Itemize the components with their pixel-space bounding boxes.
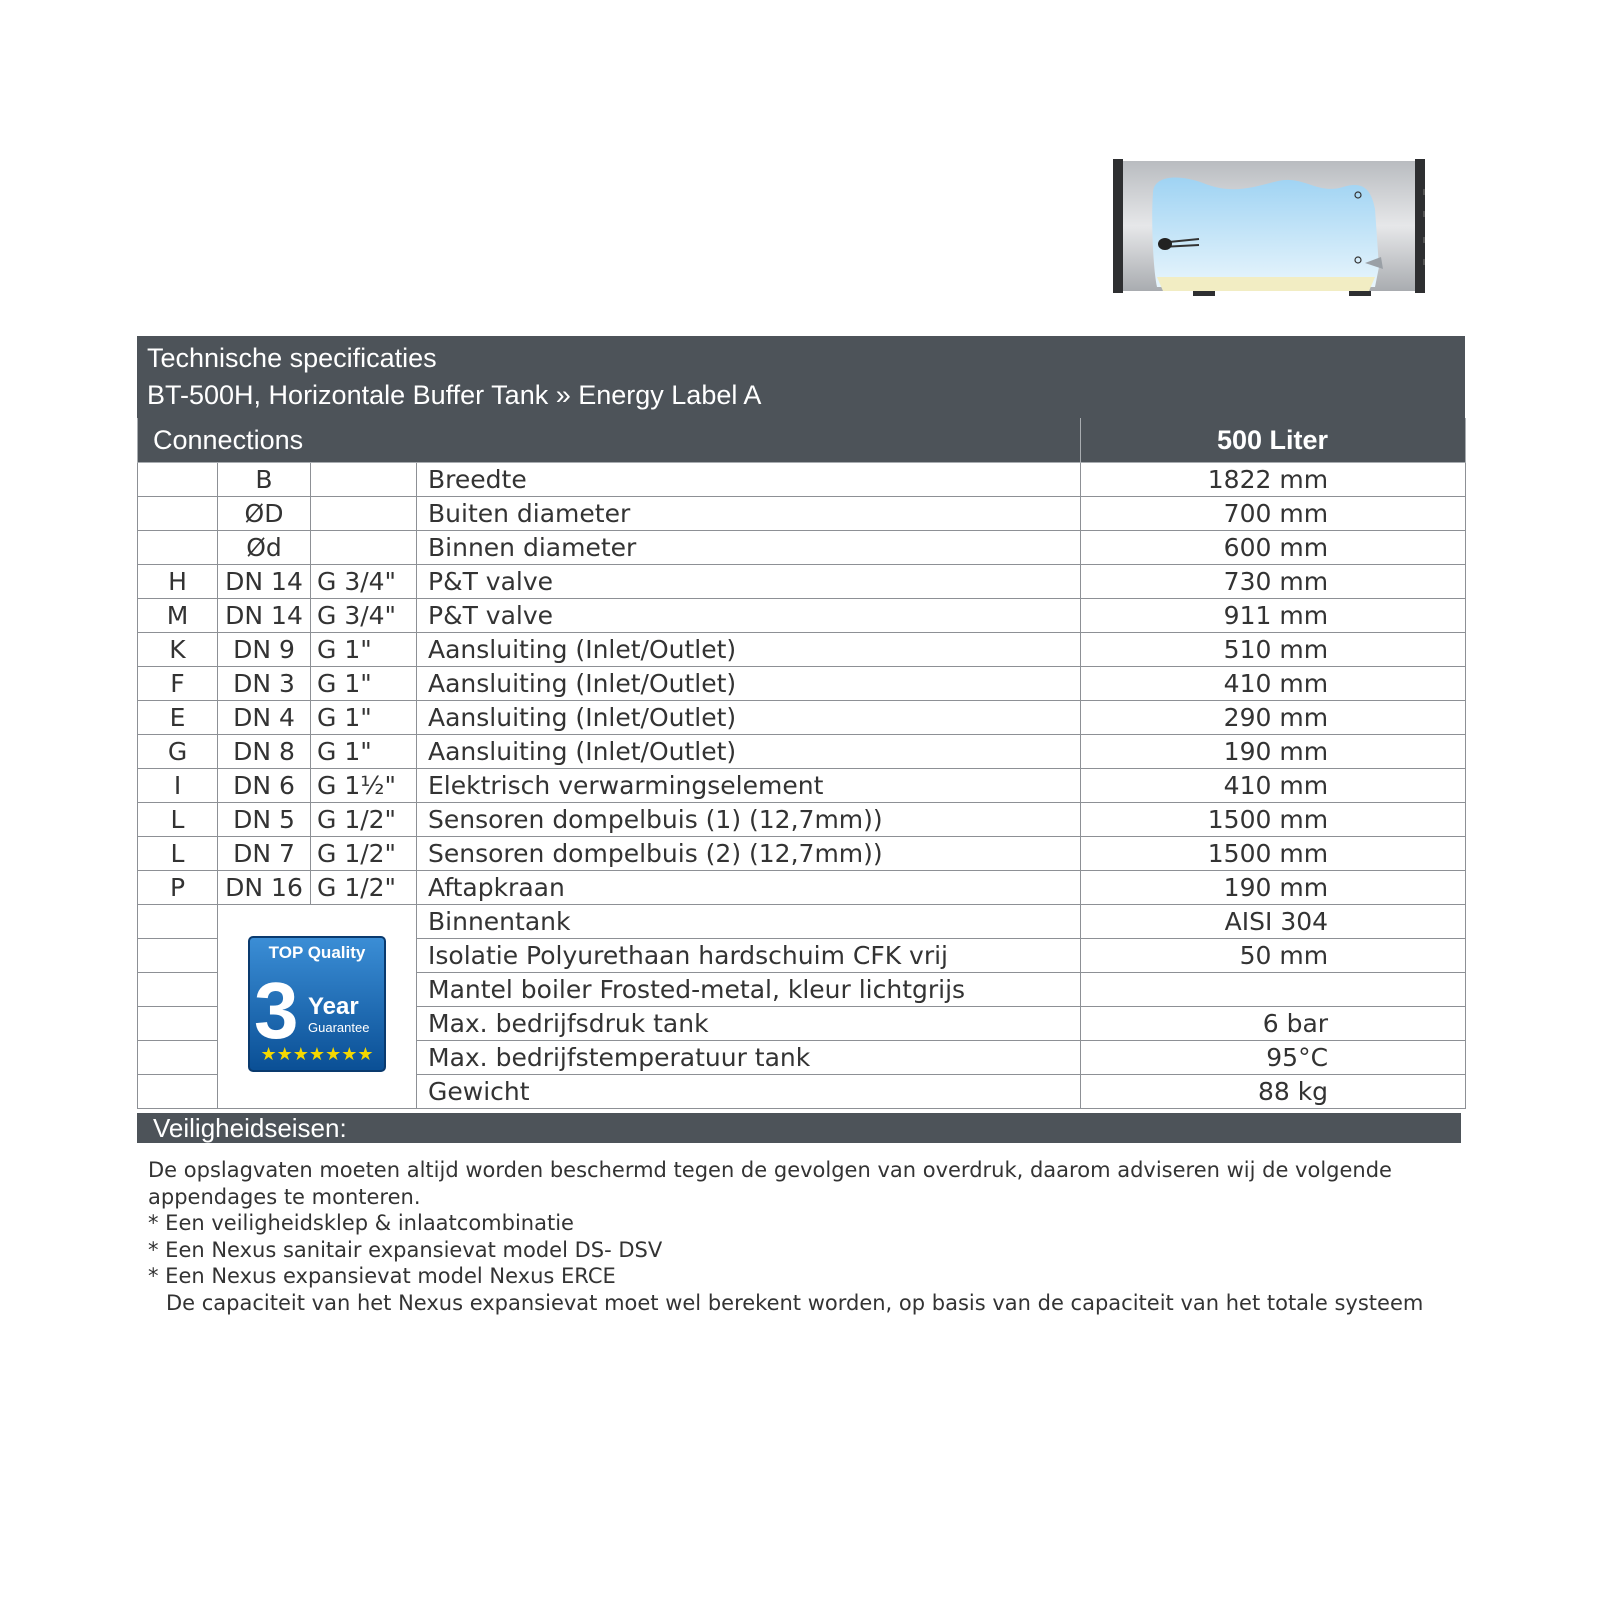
empty-cell: [138, 939, 218, 973]
connection-dn: DN 8: [218, 735, 311, 769]
three-year-guarantee-badge: [246, 934, 388, 1074]
connection-code: [138, 531, 218, 565]
spec-description: P&T valve: [417, 565, 1081, 599]
empty-cell: [138, 973, 218, 1007]
connection-dn: DN 5: [218, 803, 311, 837]
spec-description: Max. bedrijfstemperatuur tank: [417, 1041, 1081, 1075]
connection-dn: DN 3: [218, 667, 311, 701]
spec-description: Breedte: [417, 463, 1081, 497]
connection-thread: G 1": [311, 701, 417, 735]
connection-thread: G 1/2": [311, 871, 417, 905]
connection-code: F: [138, 667, 218, 701]
table-row: [138, 599, 1466, 633]
connection-thread: G 1/2": [311, 837, 417, 871]
volume-header: 500 Liter: [1081, 418, 1466, 463]
safety-heading: Veiligheidseisen:: [137, 1113, 1461, 1143]
connection-dn: DN 14: [218, 599, 311, 633]
table-row: [138, 803, 1466, 837]
connection-thread: G 1": [311, 667, 417, 701]
connection-dn: DN 9: [218, 633, 311, 667]
badge-year-text: Year: [308, 992, 359, 1020]
connection-thread: G 1": [311, 633, 417, 667]
table-row: [138, 667, 1466, 701]
table-row: [138, 735, 1466, 769]
spec-section: [137, 336, 1465, 1109]
connection-thread: G 1": [311, 735, 417, 769]
empty-cell: [138, 1007, 218, 1041]
safety-intro: De opslagvaten moeten altijd worden beschermd tegen de gevolgen van overdruk, daarom adviseren wij de volgende appendages te monteren.: [148, 1158, 1392, 1209]
spec-description: Sensoren dompelbuis (2) (12,7mm)): [417, 837, 1081, 871]
spec-description: Sensoren dompelbuis (1) (12,7mm)): [417, 803, 1081, 837]
connection-dn: B: [218, 463, 311, 497]
buffer-tank-illustration: [1113, 159, 1425, 298]
connection-dn: DN 4: [218, 701, 311, 735]
guarantee-badge-cell: [218, 905, 417, 1109]
table-row: [138, 497, 1466, 531]
connection-code: M: [138, 599, 218, 633]
connection-code: E: [138, 701, 218, 735]
table-row: [138, 837, 1466, 871]
spec-description: Binnentank: [417, 905, 1081, 939]
table-row: [138, 531, 1466, 565]
spec-description: Isolatie Polyurethaan hardschuim CFK vrij: [417, 939, 1081, 973]
table-row: [138, 463, 1466, 497]
connection-code: [138, 463, 218, 497]
spec-value: 190 mm: [1081, 871, 1466, 905]
table-row: [138, 633, 1466, 667]
badge-guarantee-text: Guarantee: [308, 1019, 370, 1035]
spec-header: [137, 336, 1465, 418]
spec-title: Technische specificaties: [147, 343, 437, 373]
spec-value: 510 mm: [1081, 633, 1466, 667]
spec-description: Aansluiting (Inlet/Outlet): [417, 633, 1081, 667]
spec-value: AISI 304: [1081, 905, 1466, 939]
spec-subtitle: BT-500H, Horizontale Buffer Tank » Energy Label A: [147, 380, 762, 410]
spec-value: 911 mm: [1081, 599, 1466, 633]
spec-description: Aansluiting (Inlet/Outlet): [417, 667, 1081, 701]
spec-description: P&T valve: [417, 599, 1081, 633]
spec-value: 410 mm: [1081, 667, 1466, 701]
spec-table-head: [138, 418, 1466, 463]
badge-number: 3: [254, 965, 299, 1055]
spec-table: [137, 418, 1466, 1109]
spec-description: Aftapkraan: [417, 871, 1081, 905]
table-row: [138, 871, 1466, 905]
spec-value: 290 mm: [1081, 701, 1466, 735]
spec-value: 730 mm: [1081, 565, 1466, 599]
spec-value: 1500 mm: [1081, 803, 1466, 837]
spec-value: 95°C: [1081, 1041, 1466, 1075]
safety-item: * Een Nexus expansievat model Nexus ERCE: [148, 1264, 616, 1288]
connections-header: Connections: [138, 418, 1081, 463]
table-row: [138, 905, 1466, 939]
spec-value: 410 mm: [1081, 769, 1466, 803]
badge-stars: ★★★★★★★: [260, 1043, 374, 1065]
connection-thread: [311, 531, 417, 565]
spec-value: 50 mm: [1081, 939, 1466, 973]
connection-dn: ØD: [218, 497, 311, 531]
spec-description: Elektrisch verwarmingselement: [417, 769, 1081, 803]
connection-dn: DN 6: [218, 769, 311, 803]
badge-top-text: TOP Quality: [268, 942, 366, 962]
spec-description: Buiten diameter: [417, 497, 1081, 531]
connection-thread: [311, 463, 417, 497]
empty-cell: [138, 905, 218, 939]
table-row: [138, 565, 1466, 599]
connection-code: K: [138, 633, 218, 667]
connection-code: G: [138, 735, 218, 769]
safety-item: * Een veiligheidsklep & inlaatcombinatie: [148, 1211, 574, 1235]
spec-value: 600 mm: [1081, 531, 1466, 565]
spec-value: 190 mm: [1081, 735, 1466, 769]
spec-description: Aansluiting (Inlet/Outlet): [417, 735, 1081, 769]
table-row: [138, 769, 1466, 803]
empty-cell: [138, 1041, 218, 1075]
connection-code: P: [138, 871, 218, 905]
spec-value: [1081, 973, 1466, 1007]
spec-value: 700 mm: [1081, 497, 1466, 531]
spec-value: 6 bar: [1081, 1007, 1466, 1041]
spec-description: Gewicht: [417, 1075, 1081, 1109]
connection-code: I: [138, 769, 218, 803]
connection-dn: DN 16: [218, 871, 311, 905]
connection-thread: G 3/4": [311, 599, 417, 633]
connection-code: [138, 497, 218, 531]
spec-description: Max. bedrijfsdruk tank: [417, 1007, 1081, 1041]
table-row: [138, 701, 1466, 735]
spec-value: 1822 mm: [1081, 463, 1466, 497]
connection-code: L: [138, 803, 218, 837]
connection-dn: DN 14: [218, 565, 311, 599]
connection-dn: Ød: [218, 531, 311, 565]
safety-text: [148, 1157, 1448, 1316]
safety-item: * Een Nexus sanitair expansievat model DS- DSV: [148, 1237, 663, 1262]
safety-note: De capaciteit van het Nexus expansievat moet wel berekent worden, op basis van de capaciteit van het totale systeem: [166, 1290, 1424, 1315]
connection-thread: G 3/4": [311, 565, 417, 599]
spec-value: 88 kg: [1081, 1075, 1466, 1109]
connection-code: L: [138, 837, 218, 871]
spec-description: Mantel boiler Frosted-metal, kleur lichtgrijs: [417, 973, 1081, 1007]
connection-code: H: [138, 565, 218, 599]
connection-thread: [311, 497, 417, 531]
spec-description: Binnen diameter: [417, 531, 1081, 565]
empty-cell: [138, 1075, 218, 1109]
connection-thread: G 1/2": [311, 803, 417, 837]
connection-dn: DN 7: [218, 837, 311, 871]
spec-value: 1500 mm: [1081, 837, 1466, 871]
connection-thread: G 1½": [311, 769, 417, 803]
spec-description: Aansluiting (Inlet/Outlet): [417, 701, 1081, 735]
